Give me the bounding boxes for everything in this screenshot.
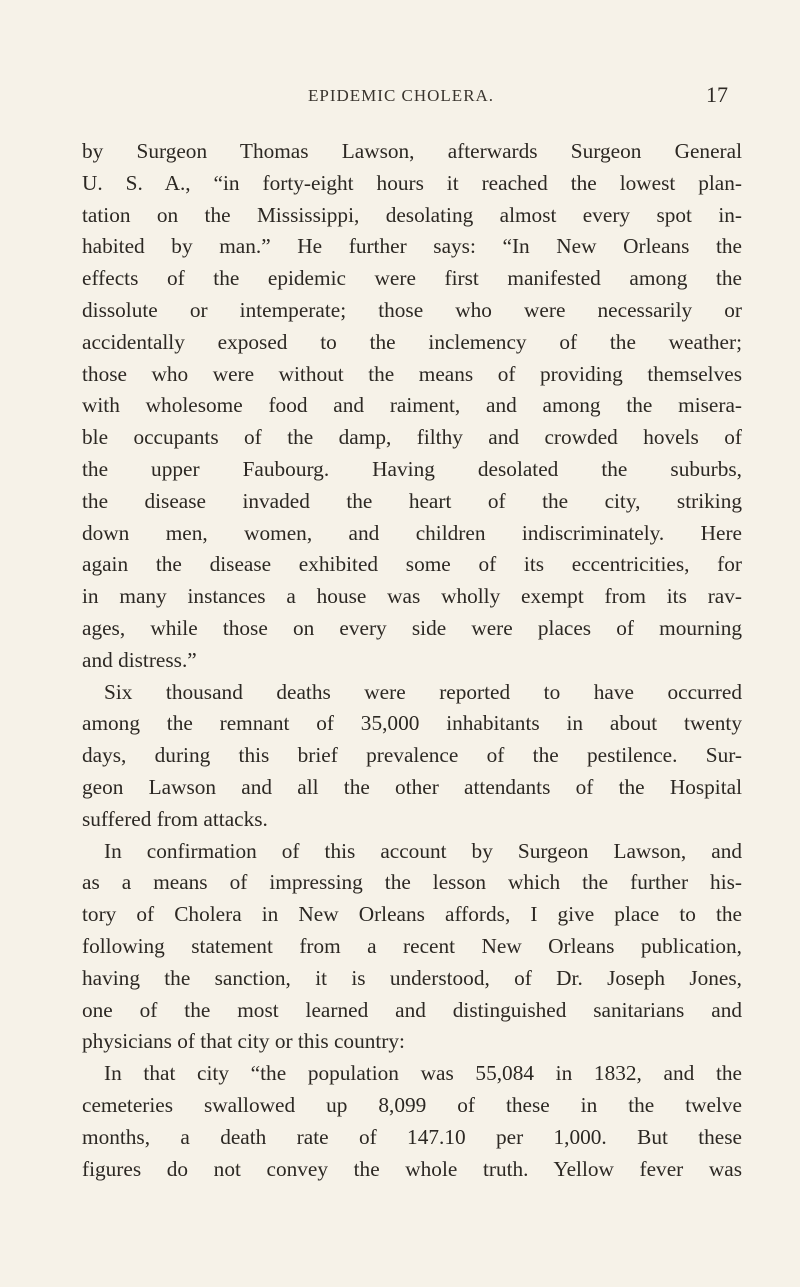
text-line: In confirmation of this account by Surgeon Lawson, and xyxy=(104,838,742,863)
page-header xyxy=(0,82,800,116)
text-line: down men, women, and children indiscriminately. Here xyxy=(82,520,742,545)
text-line: again the disease exhibited some of its eccentricities, for xyxy=(82,552,742,577)
text-line: one of the most learned and distinguished sanitarians and xyxy=(82,997,742,1022)
text-line: months, a death rate of 147.10 per 1,000. But these xyxy=(82,1124,742,1149)
text-line: accidentally exposed to the inclemency of the weather; xyxy=(82,329,742,354)
text-line: among the remnant of 35,000 inhabitants in about twenty xyxy=(82,711,742,736)
text-line: ages, while those on every side were places of mourning xyxy=(82,615,742,640)
text-line: having the sanction, it is understood, of Dr. Joseph Jones, xyxy=(82,965,742,990)
text-line: as a means of impressing the lesson which the further his- xyxy=(82,870,742,895)
text-line: in many instances a house was wholly exempt from its rav- xyxy=(82,584,742,609)
text-line: In that city “the population was 55,084 in 1832, and the xyxy=(104,1061,742,1086)
text-line: and distress.” xyxy=(82,647,197,672)
page-number: 17 xyxy=(706,82,728,107)
text-line: the upper Faubourg. Having desolated the suburbs, xyxy=(82,456,742,481)
text-line: U. S. A., “in forty-eight hours it reached the lowest plan- xyxy=(82,170,742,195)
text-line: physicians of that city or this country: xyxy=(82,1029,405,1054)
text-line: effects of the epidemic were first manifested among the xyxy=(82,266,742,291)
text-line: Six thousand deaths were reported to have occurred xyxy=(104,679,742,704)
text-line: by Surgeon Thomas Lawson, afterwards Surgeon General xyxy=(82,139,742,163)
text-line: dissolute or intemperate; those who were necessarily or xyxy=(82,297,742,322)
text-line: tory of Cholera in New Orleans affords, I give place to the xyxy=(82,902,742,927)
text-line: ble occupants of the damp, filthy and crowded hovels of xyxy=(82,425,742,450)
running-head: EPIDEMIC CHOLERA. xyxy=(308,86,495,105)
text-line: figures do not convey the whole truth. Yellow fever was xyxy=(82,1156,742,1181)
text-line: habited by man.” He further says: “In New Orleans the xyxy=(82,234,742,259)
text-line: geon Lawson and all the other attendants of the Hospital xyxy=(82,774,742,799)
text-line: cemeteries swallowed up 8,099 of these in the twelve xyxy=(82,1092,742,1117)
text-line: the disease invaded the heart of the city, striking xyxy=(82,488,742,513)
body-text xyxy=(82,136,742,1185)
text-line: those who were without the means of providing themselves xyxy=(82,361,742,386)
text-line: following statement from a recent New Orleans publication, xyxy=(82,933,742,958)
text-line: with wholesome food and raiment, and among the misera- xyxy=(82,393,742,418)
text-line: tation on the Mississippi, desolating almost every spot in- xyxy=(82,202,742,227)
text-line: suffered from attacks. xyxy=(82,806,268,831)
text-line: days, during this brief prevalence of the pestilence. Sur- xyxy=(82,743,742,768)
